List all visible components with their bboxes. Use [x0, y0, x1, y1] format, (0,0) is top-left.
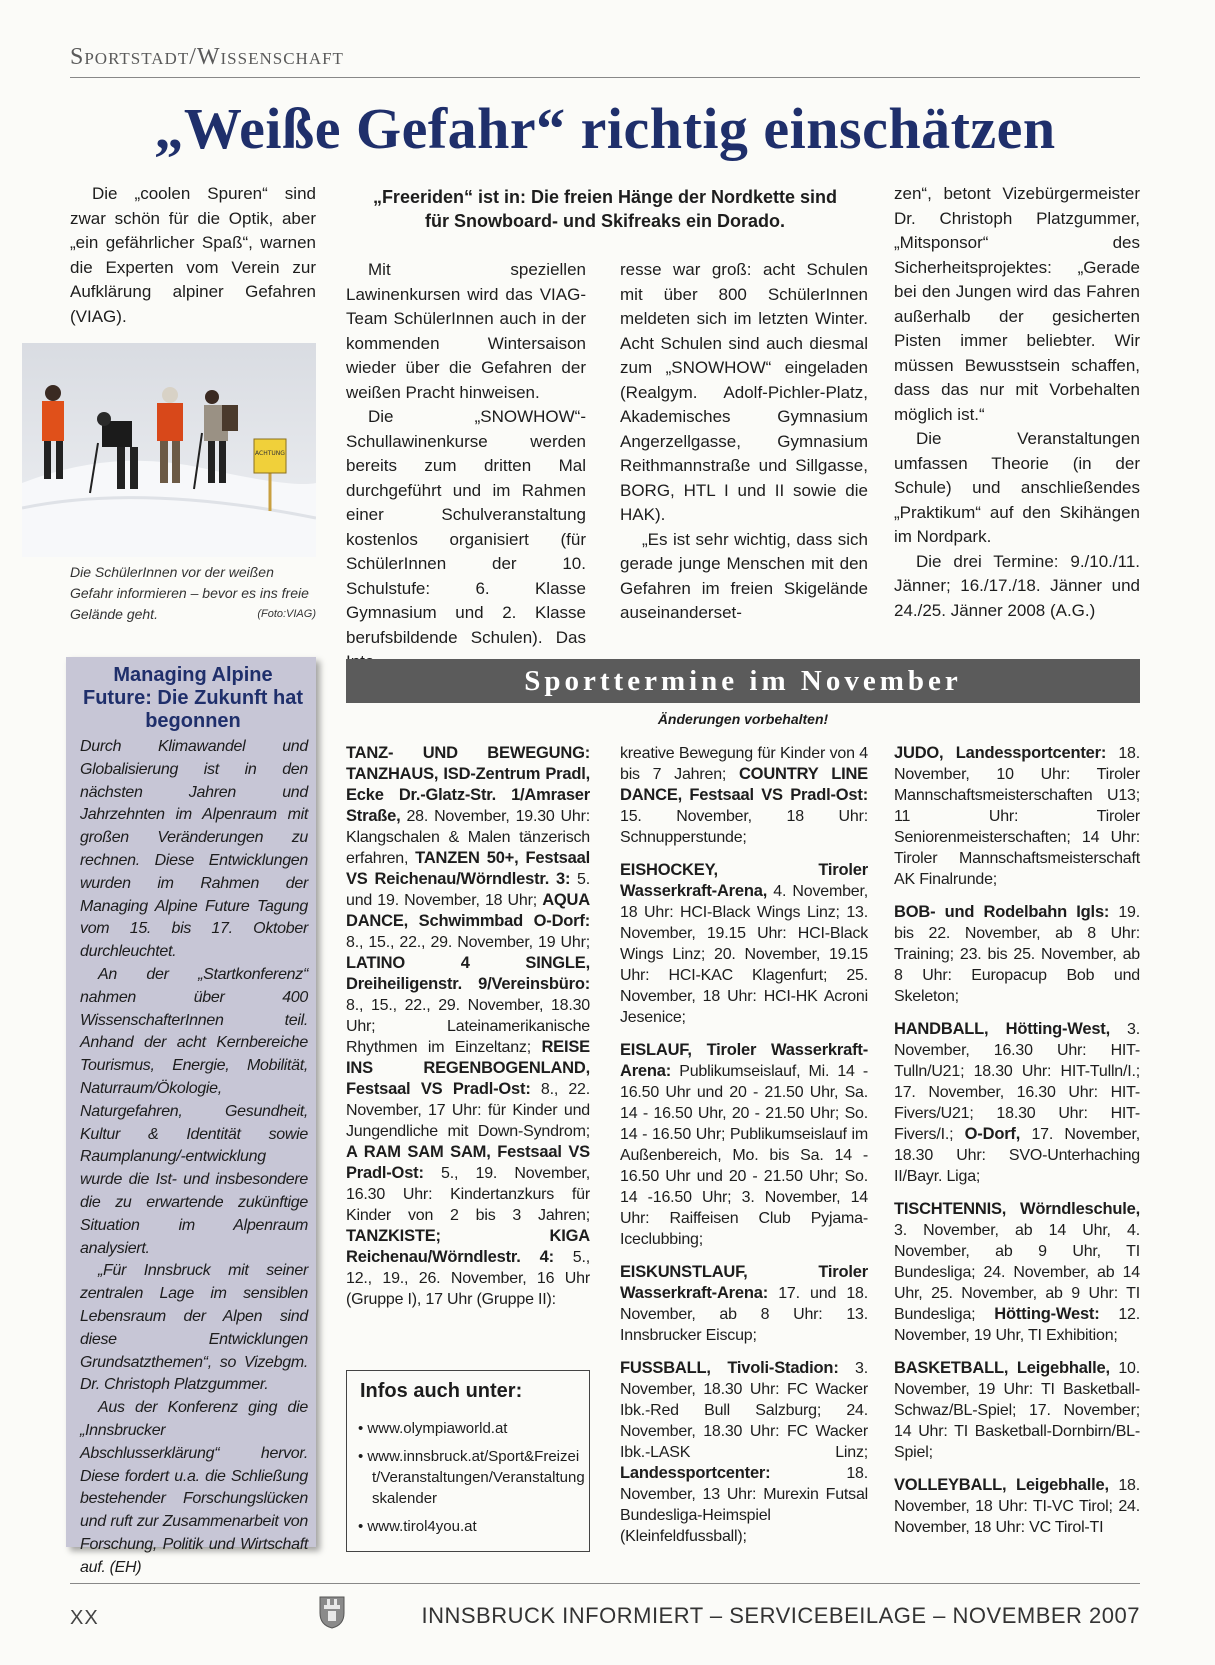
event-venue: HANDBALL, Hötting-West,	[894, 1020, 1110, 1038]
info-links	[358, 1418, 586, 1544]
event-details: 10. November, 19 Uhr: TI Basketball-Schwaz/BL-Spiel; 17. November; 14 Uhr: TI Basketball-Dornbirn/BL-Spiel;	[894, 1360, 1140, 1461]
schedule-banner: Sporttermine im November	[346, 659, 1140, 703]
event-venue: TISCHTENNIS, Wörndleschule,	[894, 1200, 1140, 1218]
schedule-column-1	[346, 743, 590, 1322]
event-details: 12. November, 19 Uhr, TI Exhibition;	[894, 1306, 1140, 1344]
article-paragraph: resse war groß: acht Schulen mit über 800 SchülerInnen meldeten sich im letzten Winter. Acht Schulen sind auch diesmal zum „SNOWHOW“ eingeladen (Realgym. Adolf-Pichler-Platz, Akademisches Gymnasium Angerzellgasse, Gymnasium Reithmannstraße und Sillgasse, BORG, HTL I und II sowie die HAK).	[620, 260, 868, 524]
event-details: 4. November, 18 Uhr: HCI-Black Wings Linz; 13. November, 19.15 Uhr: HCI-Black Wings Linz; 20. November, 19.15 Uhr: HCI-KAC Klagenfurt; 25. November, 18 Uhr: HCI-HK Acroni Jesenice;	[620, 883, 868, 1026]
city-crest-icon	[318, 1593, 346, 1629]
event-details: kreative Bewegung für Kinder von 4 bis 7 Jahren;	[620, 745, 868, 783]
schedule-column-2	[620, 743, 868, 1559]
schedule-entry	[620, 860, 868, 1028]
schedule-entry	[620, 1358, 868, 1547]
event-details: 3. November, 16.30 Uhr: HIT-Tulln/U21; 18.30 Uhr: HIT-Tulln/I.; 17. November, 16.30 Uhr: HIT-Fivers/U21; 18.30 Uhr: HIT-Fivers/I.;	[894, 1021, 1140, 1143]
schedule-entry	[346, 743, 590, 1310]
sidebar-text	[80, 736, 308, 1579]
event-details: Publikumseislauf, Mi. 14 - 16.50 Uhr und 20 - 21.50 Uhr, Sa. 14 - 16.50 Uhr, 20 - 21.50 Uhr; So. 14 - 16.50 Uhr; Publikumseislauf im Außenbereich, Mo. bis Sa. 14 - 16.50 Uhr und 20 - 21.50 Uhr; So. 14 -16.50 Uhr; 3. November, 14 Uhr: Raiffeisen Club Pyjama-Iceclubbing;	[620, 1063, 868, 1248]
event-details: 8., 15., 22., 29. November, 19 Uhr;	[346, 934, 590, 951]
event-details: 18. November, 18 Uhr: TI-VC Tirol; 24. November, 18 Uhr: VC Tirol-TI	[894, 1477, 1140, 1536]
event-venue: VOLLEYBALL, Leigebhalle,	[894, 1476, 1109, 1494]
event-details: 5., 19. November, 16.30 Uhr: Kindertanzkurs für Kinder von 2 bis 3 Jahren;	[346, 1165, 590, 1224]
article-column-2	[346, 258, 586, 675]
caption-text: Die SchülerInnen vor der weißen Gefahr informieren – bevor es ins freie Gelände geht.	[70, 564, 309, 622]
event-details: 18. November, 10 Uhr: Tiroler Mannschaftsmeisterschaften U13; 11 Uhr: Tiroler Seniorenmeisterschaften; 14 Uhr: Tiroler Mannschaftsmeisterschaft AK Finalrunde;	[894, 745, 1141, 888]
event-venue: BOB- und Rodelbahn Igls:	[894, 903, 1110, 921]
event-venue: Landessportcenter:	[620, 1464, 771, 1482]
page-number: XX	[70, 1607, 99, 1629]
schedule-entry	[894, 743, 1140, 890]
sidebar-paragraph: „Für Innsbruck mit seiner zentralen Lage im sensiblen Lebensraum der Alpen sind diese Entwicklungen Grundsatzthemen“, so Vizebgm. Dr. Christoph Platzgummer.	[80, 1262, 308, 1394]
footer-text: INNSBRUCK INFORMIERT – SERVICEBEILAGE – NOVEMBER 2007	[421, 1603, 1140, 1628]
snow-hikers-illustration	[22, 343, 316, 557]
event-details: 15. November, 18 Uhr: Schnupperstunde;	[620, 808, 868, 846]
event-venue: AQUA DANCE, Schwimmbad O-Dorf:	[346, 891, 590, 930]
sidebar-paragraph: Aus der Konferenz ging die „Innsbrucker Abschlusserklärung“ hervor. Diese fordert u.a. die Schließung bestehender Forschungslücken und ruft zur Zusammenarbeit von Forschung, Politik und Wirtschaft auf. (EH)	[80, 1399, 308, 1576]
event-venue: REISE INS REGENBOGENLAND, Festsaal VS Pradl-Ost:	[346, 1038, 590, 1098]
article-paragraph: Die drei Termine: 9./10./11. Jänner; 16./17./18. Jänner und 24./25. Jänner 2008 (A.G.)	[894, 551, 1140, 620]
event-venue: TANZKISTE; KIGA Reichenau/Wörndlestr. 4:	[346, 1227, 590, 1266]
event-venue: Hötting-West:	[994, 1305, 1100, 1323]
schedule-column-3	[894, 743, 1140, 1550]
article-column-4	[894, 182, 1140, 623]
event-details: 8., 22. November, 17 Uhr: für Kinder und Jungendliche mit Down-Syndrom;	[346, 1081, 590, 1140]
photo-credit: (Foto:VIAG)	[257, 608, 316, 620]
event-details: 5., 12., 19., 26. November, 16 Uhr (Gruppe I), 17 Uhr (Gruppe II):	[346, 1249, 590, 1308]
schedule-entry	[620, 743, 868, 848]
event-venue: TANZ- UND BEWEGUNG: TANZHAUS, ISD-Zentrum Pradl, Ecke Dr.-Glatz-Str. 1/Amraser Straße,	[346, 744, 590, 825]
event-details: 5. und 19. November, 18 Uhr;	[346, 871, 590, 909]
event-venue: O-Dorf,	[964, 1125, 1021, 1143]
schedule-entry	[894, 1475, 1140, 1538]
article-paragraph: „Es ist sehr wichtig, dass sich gerade junge Menschen mit den Gefahren im freien Skigelände auseinanderset-	[620, 529, 868, 622]
event-details: 17. und 18. November, ab 8 Uhr: 13. Innsbrucker Eiscup;	[620, 1285, 868, 1344]
bottom-divider	[70, 1583, 1140, 1584]
event-venue: BASKETBALL, Leigebhalle,	[894, 1359, 1110, 1377]
info-link[interactable]: • www.innsbruck.at/Sport&Freizeit/Veranstaltungen/Veranstaltungskalender	[358, 1448, 585, 1507]
event-venue: A RAM SAM SAM, Festsaal VS Pradl-Ost:	[346, 1143, 590, 1182]
schedule-entry	[894, 1019, 1140, 1187]
warning-sign-text: ACHTUNG	[255, 450, 285, 457]
article-paragraph: zen“, betont Vizebürgermeister Dr. Christoph Platzgummer, „Mitsponsor“ des Sicherheitsprojektes: „Gerade bei den Jungen wird das Fahren außerhalb der gesicherten Pisten immer beliebter. Wir müssen Bewusstsein schaffen, dass das nur mit Vorbehalten möglich ist.“	[894, 184, 1140, 424]
event-details: 8., 15., 22., 29. November, 18.30 Uhr; Lateinamerikanische Rhythmen im Einzeltanz;	[346, 997, 590, 1056]
info-link[interactable]: • www.tirol4you.at	[358, 1518, 477, 1535]
event-details: 28. November, 19.30 Uhr: Klangschalen & Malen tänzerisch erfahren,	[346, 808, 590, 867]
headline: „Weiße Gefahr“ richtig einschätzen	[154, 96, 1056, 161]
intro-paragraph: Die „coolen Spuren“ sind zwar schön für die Optik, aber „ein gefährlicher Spaß“, warnen die Experten vom Verein zur Aufklärung alpiner Gefahren (VIAG).	[70, 184, 316, 326]
schedule-entry	[894, 902, 1140, 1007]
article-paragraph: Die Veranstaltungen umfassen Theorie (in der Schule) und anschließendes „Praktikum“ auf den Skihängen im Nordpark.	[894, 429, 1140, 546]
schedule-entry	[894, 1358, 1140, 1463]
event-venue: LATINO 4 SINGLE, Dreiheiligenstr. 9/Vereinsbüro:	[346, 954, 590, 993]
article-paragraph: Mit speziellen Lawinenkursen wird das VIAG-Team SchülerInnen auch in der kommenden Wintersaison wieder über die Gefahren der weißen Pracht hinweisen.	[346, 260, 586, 402]
article-column-3	[620, 258, 868, 626]
event-details: 19. bis 22. November, ab 8 Uhr: Training; 23. bis 25. November, ab 8 Uhr: Europacup Bob und Skeleton;	[894, 904, 1141, 1005]
article-intro	[70, 182, 316, 329]
event-venue: EISKUNSTLAUF, Tiroler Wasserkraft-Arena:	[620, 1263, 868, 1302]
event-venue: COUNTRY LINE DANCE, Festsaal VS Pradl-Ost:	[620, 765, 868, 804]
event-details: 17. November, 18.30 Uhr: SVO-Unterhaching II/Bayr. Liga;	[894, 1126, 1140, 1185]
top-divider	[70, 77, 1140, 78]
schedule-entry	[620, 1040, 868, 1250]
schedule-entry	[894, 1199, 1140, 1346]
schedule-notice: Änderungen vorbehalten!	[657, 711, 829, 727]
event-venue: FUSSBALL, Tivoli-Stadion:	[620, 1359, 839, 1377]
sidebar-title: Managing Alpine Future: Die Zukunft hat begonnen	[83, 664, 303, 732]
event-venue: EISLAUF, Tiroler Wasserkraft-Arena:	[620, 1041, 868, 1080]
event-venue: EISHOCKEY, Tiroler Wasserkraft-Arena,	[620, 861, 868, 900]
info-link[interactable]: • www.olympiaworld.at	[358, 1420, 508, 1437]
event-details: 18. November, 13 Uhr: Murexin Futsal Bundesliga-Heimspiel (Kleinfeldfussball);	[620, 1465, 868, 1545]
article-paragraph: Die „SNOWHOW“-Schullawinenkurse werden bereits zum dritten Mal durchgeführt und im Rahmen einer Schulveranstaltung kostenlos organisiert (für SchülerInnen der 10. Schulstufe: 6. Klasse Gymnasium und 2. Klasse berufsbildende Schulen). Das	[346, 407, 586, 647]
photo-caption	[70, 562, 316, 625]
event-details: 3. November, ab 14 Uhr, 4. November, ab 9 Uhr, TI Bundesliga; 24. November, ab 14 Uhr, 25. November, ab 9 Uhr: TI Bundesliga;	[894, 1222, 1140, 1323]
schedule-entry	[620, 1262, 868, 1346]
sidebar-paragraph: An der „Startkonferenz“ nahmen über 400 WissenschafterInnen teil. Anhand der acht Kernbereiche Tourismus, Energie, Mobilität, Naturraum/Ökologie, Naturgefahren, Gesundheit, Kultur & Identität sowie Raumplanung/-entwicklung wurde die Ist- und insbesondere die zu erwartende zukünftige Situation im Alpenraum analysiert.	[80, 965, 308, 1257]
info-box-title: Infos auch unter:	[360, 1380, 523, 1402]
section-title: Sportstadt/Wissenschaft	[70, 44, 344, 70]
event-details: 3. November, 18.30 Uhr: FC Wacker Ibk.-Red Bull Salzburg; 24. November, 18.30 Uhr: FC Wacker Ibk.-LASK Linz;	[620, 1360, 868, 1461]
event-venue: TANZEN 50+, Festsaal VS Reichenau/Wörndlestr. 3:	[346, 849, 590, 888]
event-venue: JUDO, Landessportcenter:	[894, 744, 1107, 762]
article-subhead: „Freeriden“ ist in: Die freien Hänge der Nordkette sind für Snowboard- und Skifreaks ein Dorado.	[372, 187, 838, 231]
article-photo	[22, 343, 316, 557]
sidebar-paragraph: Durch Klimawandel und Globalisierung ist in den nächsten Jahren und Jahrzehnten im Alpenraum mit großen Veränderungen zu rechnen. Diese Entwicklungen wurden im Rahmen der Managing Alpine Future Tagung vom 15. bis 17. Oktober durchleuchtet.	[80, 738, 308, 961]
